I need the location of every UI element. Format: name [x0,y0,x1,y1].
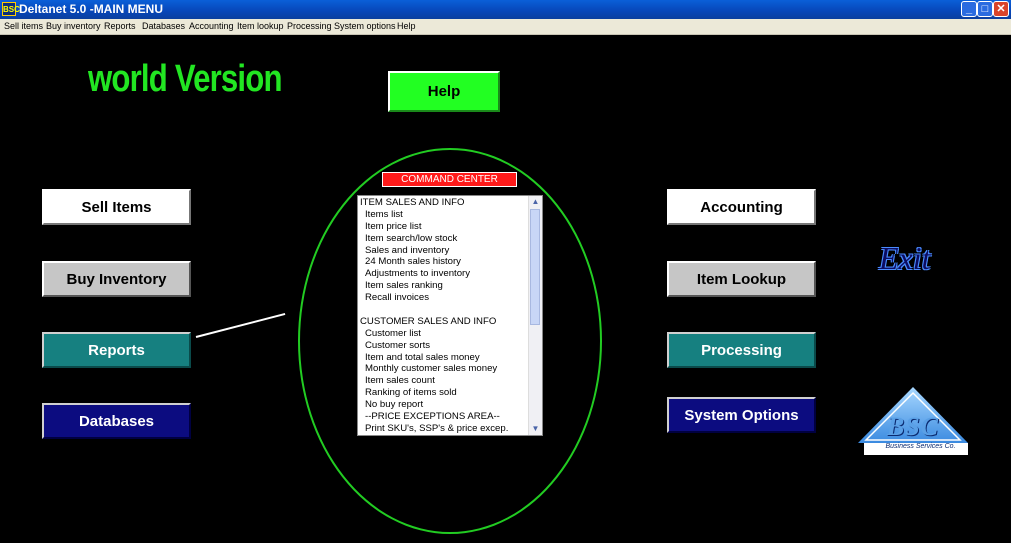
sell-items-button[interactable]: Sell Items [42,189,191,225]
minimize-button[interactable]: _ [961,1,977,17]
list-heading-price-exceptions[interactable]: --PRICE EXCEPTIONS AREA-- [365,411,500,423]
list-item[interactable]: Customer list [365,327,421,339]
pointer-line [196,313,286,338]
list-item[interactable]: Recall invoices [365,292,429,304]
menu-accounting[interactable]: Accounting [189,21,234,31]
list-item[interactable]: Item sales count [365,375,435,387]
command-center-items [360,197,530,435]
scroll-down-icon[interactable]: ▼ [531,424,540,433]
item-lookup-button[interactable]: Item Lookup [667,261,816,297]
accounting-button[interactable]: Accounting [667,189,816,225]
list-scrollbar[interactable] [528,196,542,435]
menu-reports[interactable]: Reports [104,21,136,31]
menu-help[interactable]: Help [397,21,416,31]
menu-processing[interactable]: Processing [287,21,332,31]
menu-item-lookup[interactable]: Item lookup [237,21,284,31]
list-item[interactable]: Item sales ranking [365,280,443,292]
list-item[interactable]: 24 Month sales history [365,256,461,268]
maximize-button[interactable]: □ [977,1,993,17]
close-button[interactable]: ✕ [993,1,1009,17]
menu-buy-inventory[interactable]: Buy inventory [46,21,101,31]
list-item[interactable]: Sales and inventory [365,244,450,256]
list-item[interactable]: Monthly customer sales money [365,363,498,375]
processing-button[interactable]: Processing [667,332,816,368]
menu-bar [0,19,1011,35]
logo-letters: BSC [886,412,940,441]
command-center-label: COMMAND CENTER [382,172,517,187]
list-item[interactable]: Items list [365,208,403,220]
title-bar [0,0,1011,19]
bsc-logo [858,387,968,455]
list-item[interactable]: Customer sorts [365,339,431,351]
logo-subtitle: Business Services Co. [885,443,956,450]
list-heading-item-sales[interactable]: ITEM SALES AND INFO [360,197,465,208]
list-item[interactable]: Item and total sales money [365,351,480,363]
databases-button[interactable]: Databases [42,403,191,439]
list-heading-customer-sales[interactable]: CUSTOMER SALES AND INFO [360,315,497,327]
help-button[interactable]: Help [388,71,500,112]
reports-button[interactable]: Reports [42,332,191,368]
list-item[interactable]: Adjustments to inventory [365,268,471,280]
list-item[interactable]: Item price list [365,220,422,232]
window-title: Deltanet 5.0 -MAIN MENU [19,2,164,16]
app-icon: BSC [2,2,16,16]
exit-button[interactable]: Exit [879,240,931,276]
system-options-button[interactable]: System Options [667,397,816,433]
command-center-list[interactable] [357,195,543,436]
menu-databases[interactable]: Databases [142,21,186,31]
list-item[interactable]: No buy report [365,399,424,411]
list-item[interactable]: Print SKU's, SSP's & price excep. [365,422,509,434]
menu-system-options[interactable]: System options [334,21,396,31]
world-version-banner: world Version [88,58,282,100]
menu-sell-items[interactable]: Sell items [4,21,44,31]
list-item[interactable]: Ranking of items sold [365,387,457,399]
scroll-up-icon[interactable]: ▲ [531,197,540,206]
buy-inventory-button[interactable]: Buy Inventory [42,261,191,297]
list-spacer [360,304,530,316]
list-item[interactable]: Item search/low stock [365,232,458,244]
scroll-thumb[interactable] [530,209,540,325]
